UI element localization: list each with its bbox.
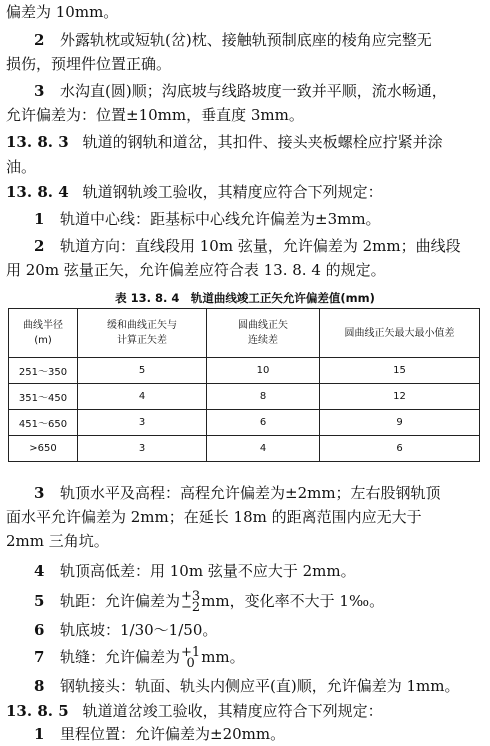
paragraph-line xyxy=(6,2,482,22)
table-caption: 表 13. 8. 4 轨道曲线竣工正矢允许偏差值(mm) xyxy=(115,291,375,305)
item-number: 3 xyxy=(34,484,45,502)
cell-radius: 451～650 xyxy=(9,410,78,436)
tolerance-fraction: +3 −2 xyxy=(181,589,201,615)
cell-value: 15 xyxy=(320,358,480,384)
list-item xyxy=(6,586,482,616)
clause-number: 13. 8. 4 xyxy=(6,183,69,201)
item-text: 轨距：允许偏差为 xyxy=(60,592,181,610)
paragraph-line xyxy=(6,105,482,125)
cell-radius: 351～450 xyxy=(9,384,78,410)
item-text: 轨顶高低差：用 10m 弦量不应大于 2mm。 xyxy=(60,562,356,580)
clause-number: 13. 8. 5 xyxy=(6,702,69,720)
table-row xyxy=(9,384,480,410)
list-item xyxy=(6,561,482,581)
clause-text: 轨道钢轨竣工验收，其精度应符合下列规定： xyxy=(82,183,383,201)
item-number: 1 xyxy=(34,210,45,228)
item-number: 2 xyxy=(34,237,45,255)
item-number: 2 xyxy=(34,31,45,49)
paragraph-line xyxy=(6,54,482,74)
table-row xyxy=(9,436,480,462)
item-text: 轨底坡：1/30～1/50。 xyxy=(60,621,218,639)
paragraph-line xyxy=(6,507,482,527)
list-item xyxy=(6,236,482,256)
table-row xyxy=(9,358,480,384)
text: 油。 xyxy=(6,158,37,176)
item-text: 轨缝：允许偏差为 xyxy=(60,648,181,666)
list-item xyxy=(6,30,482,50)
cell-value: 4 xyxy=(207,436,320,462)
text: 允许偏差为：位置±10mm，垂直度 3mm。 xyxy=(6,106,304,124)
item-number: 6 xyxy=(34,621,45,639)
clause-number: 13. 8. 3 xyxy=(6,133,69,151)
item-text: 轨顶水平及高程：高程允许偏差为±2mm；左右股钢轨顶 xyxy=(60,484,441,502)
table-row xyxy=(9,410,480,436)
item-number: 5 xyxy=(34,592,45,610)
text: 面水平允许偏差为 2mm；在延长 18m 的距离范围内应无大于 xyxy=(6,508,422,526)
item-text: 外露轨枕或短轨(岔)枕、接触轨预制底座的棱角应完整无 xyxy=(60,31,432,49)
item-text: 轨道中心线：距基标中心线允许偏差为±3mm。 xyxy=(60,210,381,228)
clause-text: 轨道的钢轨和道岔，其扣件、接头夹板螺栓应拧紧并涂 xyxy=(82,133,443,151)
header-transition: 缓和曲线正矢与 计算正矢差 xyxy=(78,309,207,358)
table-header-row xyxy=(9,309,480,358)
cell-value: 4 xyxy=(78,384,207,410)
header-radius: 曲线半径 (m) xyxy=(9,309,78,358)
item-number: 3 xyxy=(34,82,45,100)
header-maxmin: 圆曲线正矢最大最小值差 xyxy=(320,309,480,358)
paragraph-line xyxy=(6,531,482,551)
cell-value: 6 xyxy=(320,436,480,462)
cell-value: 5 xyxy=(78,358,207,384)
list-item xyxy=(6,620,482,640)
cell-value: 10 xyxy=(207,358,320,384)
paragraph-line xyxy=(6,260,482,280)
item-text: 水沟直(圆)顺；沟底坡与线路坡度一致并平顺，流水畅通， xyxy=(60,82,447,100)
list-item xyxy=(6,483,482,503)
item-text: 轨道方向：直线段用 10m 弦量，允许偏差为 2mm；曲线段 xyxy=(60,237,461,255)
text: 2mm 三角坑。 xyxy=(6,532,109,550)
item-text-suffix: mm。 xyxy=(201,648,245,666)
list-item xyxy=(6,209,482,229)
item-number: 7 xyxy=(34,648,45,666)
list-item xyxy=(6,676,482,696)
item-text: 钢轨接头：轨面、轨头内侧应平(直)顺，允许偏差为 1mm。 xyxy=(60,677,460,695)
clause-text: 轨道道岔竣工验收，其精度应符合下列规定： xyxy=(82,702,383,720)
text: 偏差为 10mm。 xyxy=(6,3,119,21)
cell-radius: 251～350 xyxy=(9,358,78,384)
tolerance-table xyxy=(8,308,480,462)
header-continuous: 圆曲线正矢 连续差 xyxy=(207,309,320,358)
cell-value: 9 xyxy=(320,410,480,436)
item-number: 1 xyxy=(34,725,45,743)
cell-value: 3 xyxy=(78,436,207,462)
paragraph-line xyxy=(6,157,482,177)
list-item xyxy=(6,724,482,744)
cell-value: 3 xyxy=(78,410,207,436)
list-item xyxy=(6,642,482,672)
list-item xyxy=(6,81,482,101)
cell-value: 6 xyxy=(207,410,320,436)
clause xyxy=(6,182,482,202)
cell-value: 12 xyxy=(320,384,480,410)
text: 损伤，预埋件位置正确。 xyxy=(6,55,172,73)
item-text-suffix: mm，变化率不大于 1‰。 xyxy=(201,592,385,610)
item-number: 8 xyxy=(34,677,45,695)
item-number: 4 xyxy=(34,562,45,580)
clause xyxy=(6,132,482,152)
clause xyxy=(6,701,482,721)
tolerance-fraction: +1 0 xyxy=(181,645,201,671)
text: 用 20m 弦量正矢，允许偏差应符合表 13. 8. 4 的规定。 xyxy=(6,261,386,279)
cell-radius: >650 xyxy=(9,436,78,462)
cell-value: 8 xyxy=(207,384,320,410)
item-text: 里程位置：允许偏差为±20mm。 xyxy=(60,725,286,743)
